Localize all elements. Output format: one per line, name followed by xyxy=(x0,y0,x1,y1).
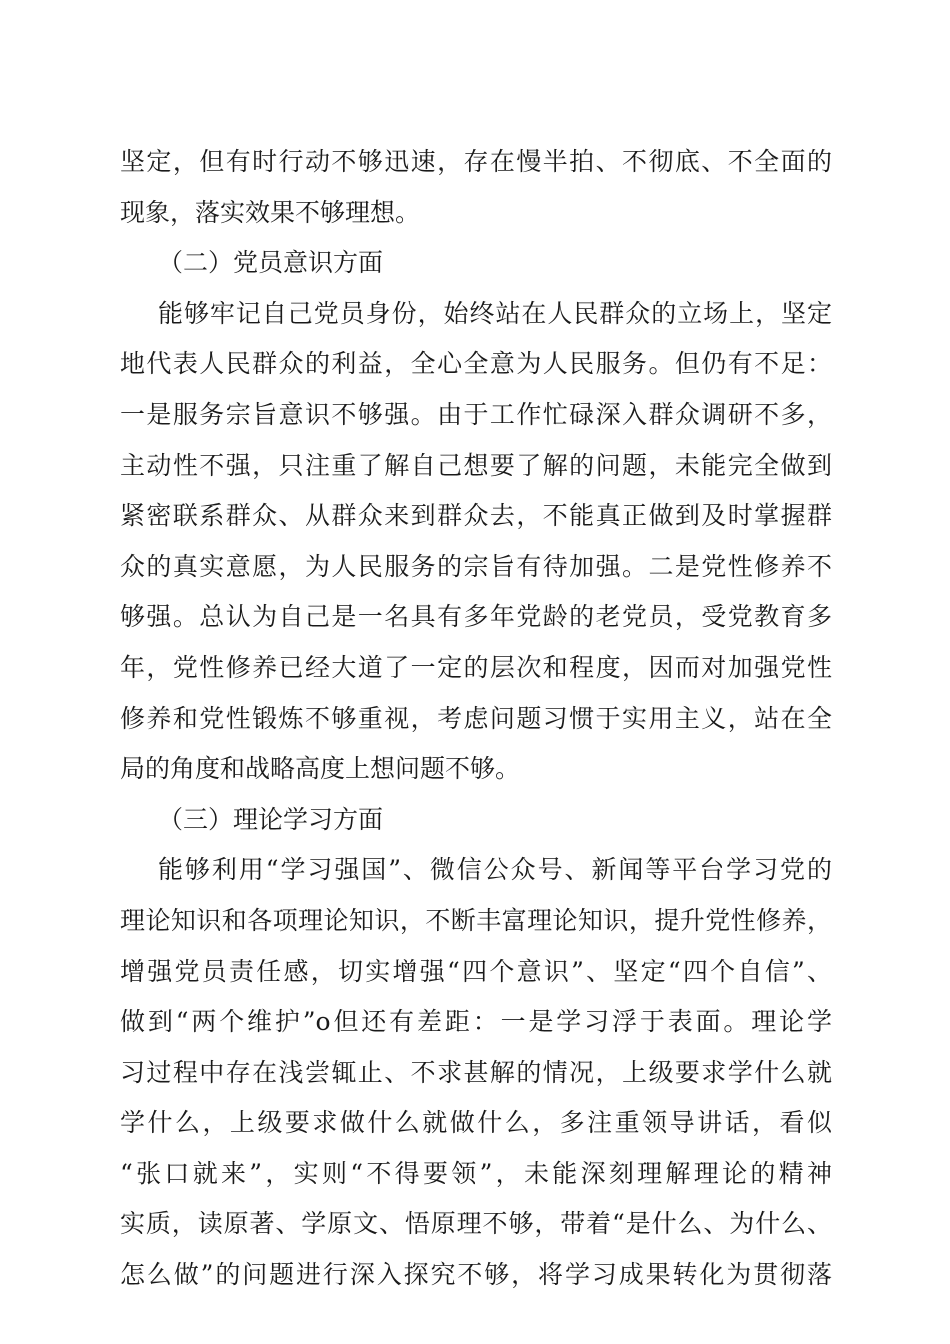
body-line: 修养和党性锻炼不够重视，考虑问题习惯于实用主义，站在全 xyxy=(120,703,832,733)
paragraph-first-line: 能够牢记自己党员身份，始终站在人民群众的立场上，坚定 xyxy=(158,298,832,328)
body-line: 年，党性修养已经大道了一定的层次和程度，因而对加强党性 xyxy=(120,652,832,682)
body-line: 紧密联系群众、从群众来到群众去，不能真正做到及时掌握群 xyxy=(120,501,832,531)
body-line: “张口就来”，实则“不得要领”，未能深刻理解理论的精神 xyxy=(120,1158,832,1188)
section-heading: （二）党员意识方面 xyxy=(158,248,384,278)
body-line: 一是服务宗旨意识不够强。由于工作忙碌深入群众调研不多， xyxy=(120,399,832,429)
body-line: 实质，读原著、学原文、悟原理不够，带着“是什么、为什么、 xyxy=(120,1209,832,1239)
body-line: 地代表人民群众的利益，全心全意为人民服务。但仍有不足： xyxy=(120,349,832,379)
body-line: 做到“两个维护”o但还有差距：一是学习浮于表面。理论学 xyxy=(120,1007,832,1037)
paragraph-first-line: 能够利用“学习强国”、微信公众号、新闻等平台学习党的 xyxy=(158,855,832,885)
body-line: 增强党员责任感，切实增强“四个意识”、坚定“四个自信”、 xyxy=(120,956,832,986)
body-line: 坚定，但有时行动不够迅速，存在慢半拍、不彻底、不全面的 xyxy=(120,147,832,176)
body-line: 习过程中存在浅尝辄止、不求甚解的情况，上级要求学什么就 xyxy=(120,1057,832,1087)
body-line: 够强。总认为自己是一名具有多年党龄的老党员，受党教育多 xyxy=(120,602,832,632)
section-heading: （三）理论学习方面 xyxy=(158,804,384,834)
document-body xyxy=(120,137,832,1301)
body-line: 现象，落实效果不够理想。 xyxy=(120,197,421,227)
body-line: 主动性不强，只注重了解自己想要了解的问题，未能完全做到 xyxy=(120,450,832,480)
body-line: 理论知识和各项理论知识，不断丰富理论知识，提升党性修养， xyxy=(120,905,832,935)
body-line: 局的角度和战略高度上想问题不够。 xyxy=(120,754,521,784)
body-line: 众的真实意愿，为人民服务的宗旨有待加强。二是党性修养不 xyxy=(120,551,832,581)
body-line: 怎么做”的问题进行深入探究不够，将学习成果转化为贯彻落 xyxy=(120,1260,832,1290)
body-line: 学什么，上级要求做什么就做什么，多注重领导讲话，看似 xyxy=(120,1108,832,1138)
